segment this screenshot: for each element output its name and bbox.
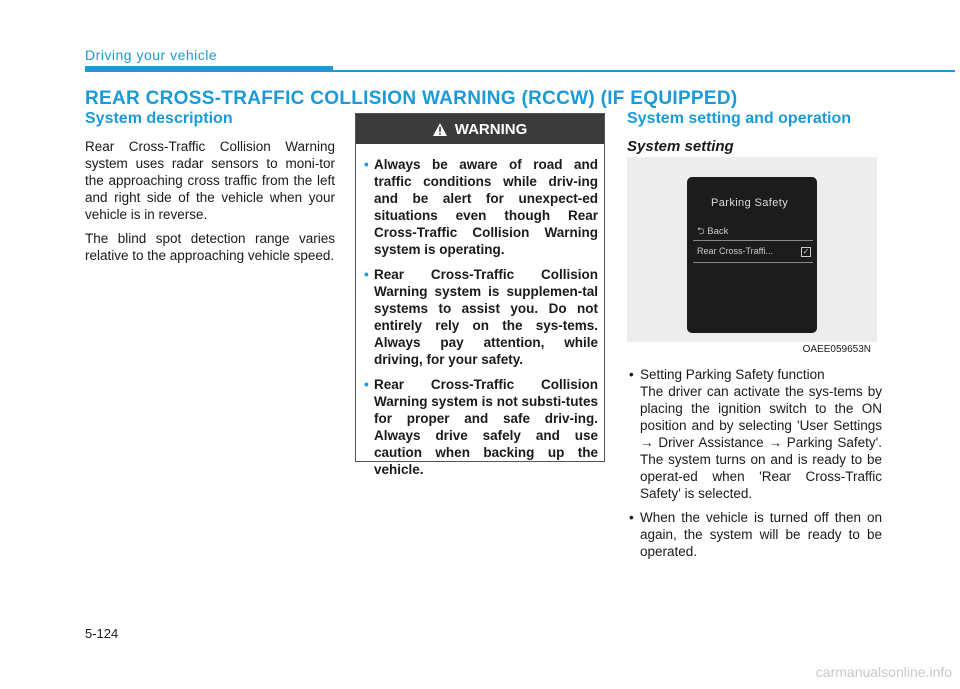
section-label: Driving your vehicle (85, 47, 218, 63)
page-title: REAR CROSS-TRAFFIC COLLISION WARNING (RCCW) (IF EQUIPPED) (85, 88, 738, 109)
watermark: carmanualsonline.info (815, 664, 952, 680)
figure-code: OAEE059653N (802, 344, 871, 355)
screen-menu-item: Rear Cross-Traffi... (697, 246, 774, 256)
display-screen (687, 177, 817, 333)
system-setting-operation-heading: System setting and operation (627, 110, 852, 127)
screen-divider (693, 240, 813, 241)
system-description-heading: System description (85, 110, 233, 127)
bullet-item (627, 366, 882, 502)
header-rule-thick (85, 66, 333, 72)
screen-back-button: ⮌ Back (697, 226, 729, 237)
checkbox-checked-icon: ✓ (802, 247, 810, 256)
warning-item: • Rear Cross-Traffic Collision Warning system is supplemen-tal systems to assist you. Do not entirely rely on the sys-tems. Always pay attention, while driving, for your safety. (374, 266, 598, 368)
warning-item: • Rear Cross-Traffic Collision Warning system is not substi-tutes for proper and safe driv-ing. Always drive safely and use caution when backing up the vehicle. (374, 376, 598, 478)
bullet-text: The driver can activate the sys-tems by placing the ignition switch to the ON position and by selecting 'User Settings → Driver Assistance → Parking Safety'. The system turns on and is ready to be operat-ed when 'Rear Cross-Traffic Safety' is selected. (640, 384, 882, 501)
warning-list (356, 144, 604, 478)
screen-title: Parking Safety (711, 197, 789, 209)
settings-screen-figure (627, 157, 877, 355)
warning-box (355, 113, 605, 477)
warning-title: WARNING (454, 120, 528, 138)
warning-item: • Always be aware of road and traffic conditions while driv-ing and be alert for unexpect-ed situations even though Rear Cross-Traffic Collision Warning system is operating. (374, 156, 598, 258)
right-column (627, 110, 882, 163)
description-paragraph-1: Rear Cross-Traffic Collision Warning system uses radar sensors to moni-tor the approaching cross traffic from the left and right side of the vehicle when your vehicle is in reverse. (85, 139, 335, 222)
system-setting-subheading: System setting (627, 138, 734, 155)
screen-divider (693, 262, 813, 263)
page-number: 5-124 (85, 626, 119, 641)
left-column (85, 110, 335, 271)
warning-triangle-icon (433, 123, 447, 136)
header-rule-thin (333, 70, 955, 72)
warning-header (356, 114, 604, 144)
bullet-lead: When the vehicle is turned off then on again, the system will be ready to be operated. (640, 510, 882, 559)
bullet-item (627, 509, 882, 560)
description-paragraph-2: The blind spot detection range varies relative to the approaching vehicle speed. (85, 231, 335, 263)
bullet-lead: Setting Parking Safety function (640, 367, 825, 382)
operation-bullets (627, 366, 882, 567)
